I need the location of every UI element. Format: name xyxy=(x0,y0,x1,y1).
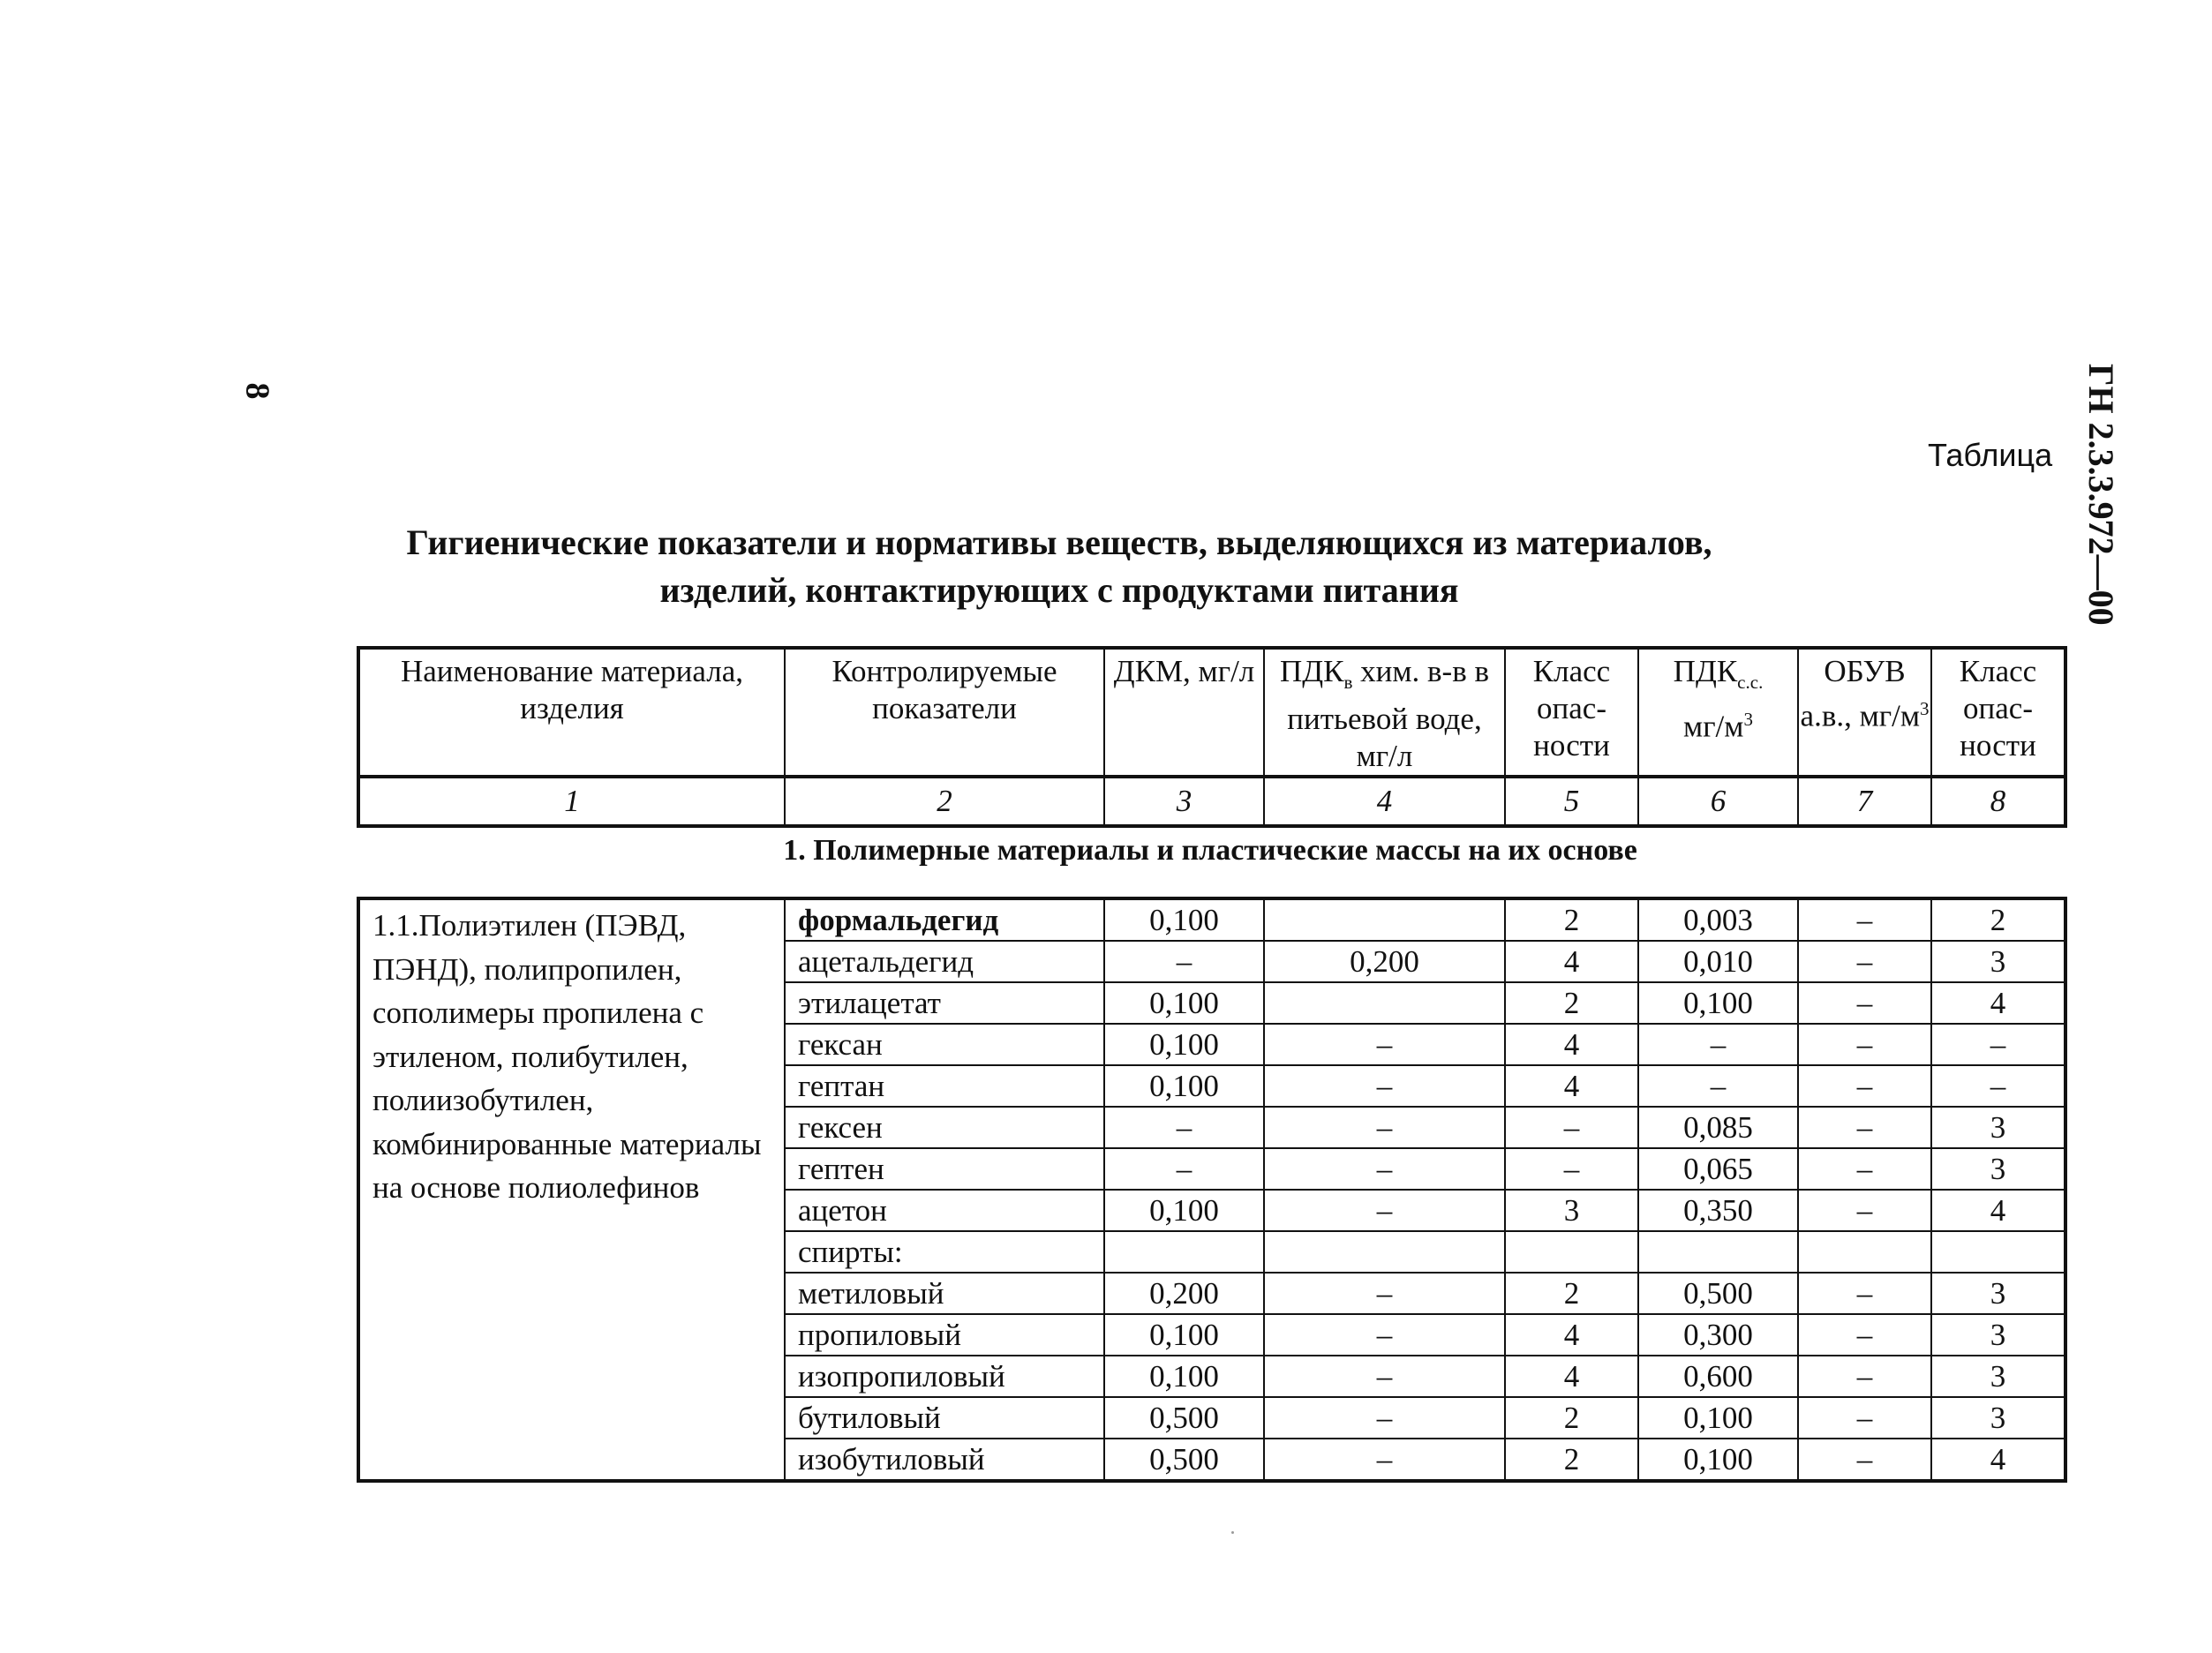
hazard-class-cell: – xyxy=(1505,1107,1638,1148)
hazard-class-cell: – xyxy=(1505,1148,1638,1190)
pdk-air-cell: – xyxy=(1638,1065,1798,1107)
hazard-class-cell: 4 xyxy=(1505,1356,1638,1397)
material-name: 1.1.Полиэтилен (ПЭВД, ПЭНД), полипропилен, сополимеры пропилена с этиленом, полибутилен, полиизобутилен, комбинированные материалы на основе полиолефинов xyxy=(358,898,785,1481)
pdk-water-cell: – xyxy=(1264,1273,1505,1314)
obuv-cell: – xyxy=(1798,941,1931,982)
indicator-cell: изобутиловый xyxy=(785,1439,1104,1481)
column-number-row xyxy=(358,777,2065,826)
obuv-cell: – xyxy=(1798,1148,1931,1190)
indicator-cell: гексан xyxy=(785,1024,1104,1065)
pdk-water-cell: 0,200 xyxy=(1264,941,1505,982)
pdk-air-cell: 0,065 xyxy=(1638,1148,1798,1190)
header-pdk-air xyxy=(1638,648,1798,777)
pdk-water-cell: – xyxy=(1264,1148,1505,1190)
pdk-air-cell: 0,003 xyxy=(1638,898,1798,941)
obuv-cell: – xyxy=(1798,1107,1931,1148)
indicator-cell: ацетальдегид xyxy=(785,941,1104,982)
hazard-class-cell: 4 xyxy=(1505,1314,1638,1356)
header-pdk-water xyxy=(1264,648,1505,777)
dkm-cell: 0,100 xyxy=(1104,1314,1264,1356)
table-label: Таблица xyxy=(1928,437,2053,473)
pdk-air-cell: 0,600 xyxy=(1638,1356,1798,1397)
obuv-superscript: 3 xyxy=(1919,698,1930,719)
obuv-cell: – xyxy=(1798,1397,1931,1439)
hazard-class-air-cell: – xyxy=(1931,1024,2065,1065)
pdk-air-cell: 0,100 xyxy=(1638,1439,1798,1481)
hazard-class-air-cell: 3 xyxy=(1931,1107,2065,1148)
obuv-label: ОБУВ а.в., мг/м xyxy=(1800,654,1920,733)
indicator-cell: гептен xyxy=(785,1148,1104,1190)
indicator-cell: формальдегид xyxy=(785,898,1104,941)
hazard-class-cell: 2 xyxy=(1505,898,1638,941)
hazard-class-air-cell: 3 xyxy=(1931,1148,2065,1190)
data-rows xyxy=(358,898,2065,1481)
hazard-class-air-cell: 4 xyxy=(1931,982,2065,1024)
dkm-cell xyxy=(1104,1231,1264,1273)
obuv-cell: – xyxy=(1798,1273,1931,1314)
indicator-cell: спирты: xyxy=(785,1231,1104,1273)
hazard-class-air-cell: 3 xyxy=(1931,1273,2065,1314)
hazard-class-cell: 4 xyxy=(1505,941,1638,982)
pdk-water-cell xyxy=(1264,1231,1505,1273)
pdk-air-subscript: с.с. xyxy=(1737,672,1764,693)
dkm-cell: – xyxy=(1104,941,1264,982)
obuv-cell: – xyxy=(1798,898,1931,941)
pdk-water-subscript: в xyxy=(1343,672,1353,693)
hazard-class-air-cell: 3 xyxy=(1931,1314,2065,1356)
dkm-cell: 0,500 xyxy=(1104,1439,1264,1481)
indicator-cell: изопропиловый xyxy=(785,1356,1104,1397)
header-hazard-class-2: Класс опас-ности xyxy=(1931,648,2065,777)
hazard-class-cell: 2 xyxy=(1505,982,1638,1024)
hazard-class-air-cell: 4 xyxy=(1931,1190,2065,1231)
title-line-1: Гигиенические показатели и нормативы веществ, выделяющихся из материалов, xyxy=(406,522,1712,562)
table-title xyxy=(353,519,1765,614)
header-obuv xyxy=(1798,648,1931,777)
pdk-air-cell xyxy=(1638,1231,1798,1273)
header-material: Наименование материала, изделия xyxy=(358,648,785,777)
column-number: 4 xyxy=(1264,777,1505,826)
dkm-cell: – xyxy=(1104,1148,1264,1190)
dkm-cell: 0,100 xyxy=(1104,982,1264,1024)
obuv-cell: – xyxy=(1798,1356,1931,1397)
hazard-class-cell: 3 xyxy=(1505,1190,1638,1231)
hazard-class-air-cell: 2 xyxy=(1931,898,2065,941)
header-dkm: ДКМ, мг/л xyxy=(1104,648,1264,777)
pdk-water-cell xyxy=(1264,898,1505,941)
hazard-class-air-cell: – xyxy=(1931,1065,2065,1107)
scan-speck xyxy=(1231,1531,1234,1534)
dkm-cell: 0,100 xyxy=(1104,1024,1264,1065)
header-indicators: Контролируемые показатели xyxy=(785,648,1104,777)
document-code: ГН 2.3.3.972—00 xyxy=(2081,364,2121,626)
pdk-water-cell: – xyxy=(1264,1439,1505,1481)
hazard-class-air-cell: 3 xyxy=(1931,1397,2065,1439)
indicator-cell: гексен xyxy=(785,1107,1104,1148)
obuv-cell: – xyxy=(1798,1024,1931,1065)
pdk-air-cell: 0,350 xyxy=(1638,1190,1798,1231)
pdk-water-cell: – xyxy=(1264,1314,1505,1356)
hazard-class-air-cell: 4 xyxy=(1931,1439,2065,1481)
pdk-water-cell: – xyxy=(1264,1107,1505,1148)
hazard-class-cell: 2 xyxy=(1505,1273,1638,1314)
pdk-air-cell: 0,300 xyxy=(1638,1314,1798,1356)
hazard-class-cell: 2 xyxy=(1505,1397,1638,1439)
pdk-air-cell: 0,085 xyxy=(1638,1107,1798,1148)
obuv-cell xyxy=(1798,1231,1931,1273)
column-number: 7 xyxy=(1798,777,1931,826)
obuv-cell: – xyxy=(1798,982,1931,1024)
obuv-cell: – xyxy=(1798,1065,1931,1107)
hazard-class-cell: 4 xyxy=(1505,1024,1638,1065)
table-row xyxy=(358,898,2065,941)
pdk-water-cell: – xyxy=(1264,1024,1505,1065)
dkm-cell: 0,500 xyxy=(1104,1397,1264,1439)
column-number: 8 xyxy=(1931,777,2065,826)
dkm-cell: 0,100 xyxy=(1104,1190,1264,1231)
hazard-class-air-cell: 3 xyxy=(1931,1356,2065,1397)
column-number: 5 xyxy=(1505,777,1638,826)
pdk-water-rest: хим. в-в в питьевой воде, мг/л xyxy=(1287,654,1490,773)
pdk-water-label: ПДК xyxy=(1279,654,1344,688)
hazard-class-air-cell: 3 xyxy=(1931,941,2065,982)
pdk-water-cell: – xyxy=(1264,1065,1505,1107)
indicator-cell: бутиловый xyxy=(785,1397,1104,1439)
dkm-cell: 0,100 xyxy=(1104,1065,1264,1107)
hazard-class-cell: 4 xyxy=(1505,1065,1638,1107)
dkm-cell: 0,100 xyxy=(1104,1356,1264,1397)
column-number: 2 xyxy=(785,777,1104,826)
column-number: 6 xyxy=(1638,777,1798,826)
indicator-cell: пропиловый xyxy=(785,1314,1104,1356)
pdk-air-cell: 0,100 xyxy=(1638,1397,1798,1439)
hazard-class-air-cell xyxy=(1931,1231,2065,1273)
indicator-cell: гептан xyxy=(785,1065,1104,1107)
pdk-air-label: ПДК xyxy=(1673,654,1738,688)
pdk-water-cell: – xyxy=(1264,1190,1505,1231)
title-line-2: изделий, контактирующих с продуктами питания xyxy=(659,570,1459,610)
obuv-cell: – xyxy=(1798,1190,1931,1231)
obuv-cell: – xyxy=(1798,1314,1931,1356)
pdk-air-cell: – xyxy=(1638,1024,1798,1065)
pdk-air-superscript: 3 xyxy=(1743,709,1753,730)
obuv-cell: – xyxy=(1798,1439,1931,1481)
column-number: 1 xyxy=(358,777,785,826)
dkm-cell: – xyxy=(1104,1107,1264,1148)
indicator-cell: ацетон xyxy=(785,1190,1104,1231)
hazard-class-cell xyxy=(1505,1231,1638,1273)
pdk-water-cell: – xyxy=(1264,1397,1505,1439)
pdk-air-cell: 0,500 xyxy=(1638,1273,1798,1314)
header-hazard-class-1: Класс опас-ности xyxy=(1505,648,1638,777)
header-row xyxy=(358,648,2065,777)
hazard-class-cell: 2 xyxy=(1505,1439,1638,1481)
pdk-air-unit: мг/м xyxy=(1683,709,1744,744)
pdk-air-cell: 0,010 xyxy=(1638,941,1798,982)
pdk-water-cell xyxy=(1264,982,1505,1024)
data-table xyxy=(357,897,2067,1483)
dkm-cell: 0,100 xyxy=(1104,898,1264,941)
pdk-water-cell: – xyxy=(1264,1356,1505,1397)
indicator-cell: этилацетат xyxy=(785,982,1104,1024)
indicator-cell: метиловый xyxy=(785,1273,1104,1314)
section-title: 1. Полимерные материалы и пластические массы на их основе xyxy=(783,834,1637,867)
pdk-air-cell: 0,100 xyxy=(1638,982,1798,1024)
page-number: 8 xyxy=(238,382,276,400)
header-table xyxy=(357,646,2067,828)
column-number: 3 xyxy=(1104,777,1264,826)
dkm-cell: 0,200 xyxy=(1104,1273,1264,1314)
